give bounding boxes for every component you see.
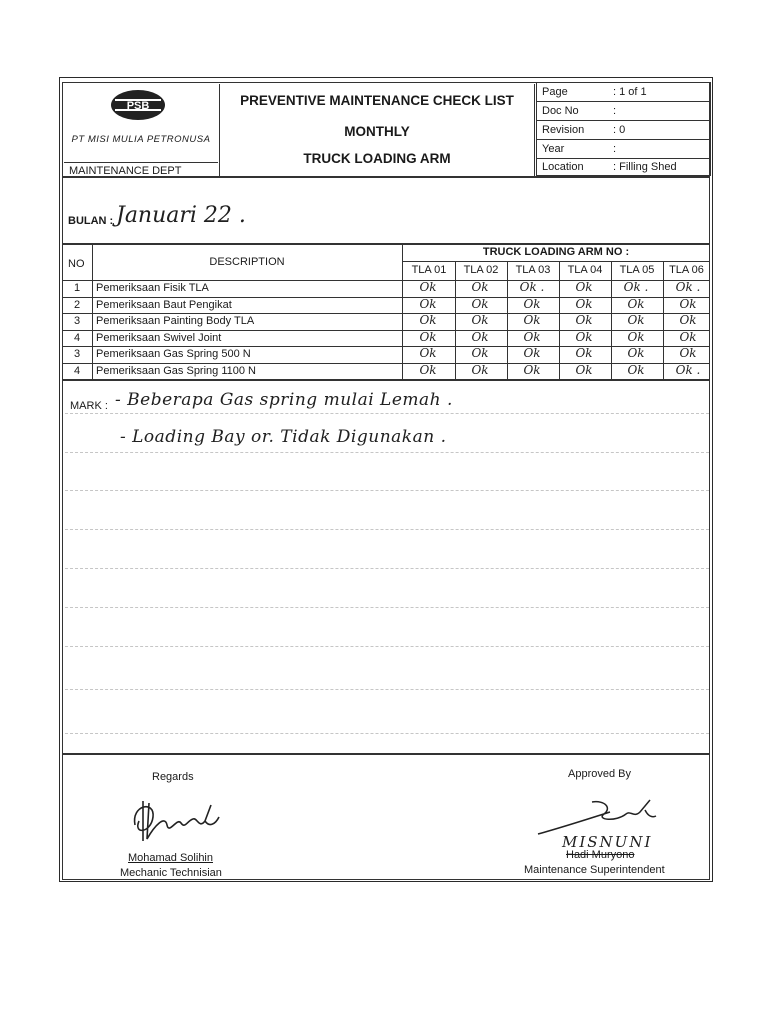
check-mark: Ok: [523, 363, 541, 377]
check-mark: Ok .: [675, 280, 701, 294]
check-mark: Ok .: [623, 280, 649, 294]
check-mark: Ok .: [675, 363, 701, 377]
row-description: Pemeriksaan Gas Spring 1100 N: [96, 365, 256, 377]
meta-label: Location: [542, 161, 584, 173]
check-mark: Ok: [471, 330, 489, 344]
meta-label: Revision: [542, 124, 585, 136]
row-number: 2: [73, 299, 81, 311]
regards-heading: Regards: [152, 771, 194, 783]
check-mark: Ok: [575, 363, 593, 377]
logo-badge-icon: [111, 90, 165, 120]
check-mark: Ok: [523, 330, 541, 344]
meta-row: [537, 83, 710, 102]
remark-rule: [65, 568, 709, 569]
meta-value: :: [613, 105, 617, 117]
meta-table: [536, 82, 711, 176]
check-mark: Ok: [679, 330, 697, 344]
check-mark: Ok: [419, 363, 437, 377]
check-mark: Ok: [471, 346, 489, 360]
check-mark: Ok: [627, 346, 645, 360]
left-signer-title: Mechanic Technisian: [120, 867, 222, 879]
dept-label: MAINTENANCE DEPT: [64, 162, 218, 178]
remark-rule: [65, 646, 709, 647]
tla-header: TLA 05: [619, 264, 655, 276]
col-header-no: NO: [68, 258, 85, 270]
check-mark: Ok: [627, 330, 645, 344]
row-description: Pemeriksaan Gas Spring 500 N: [96, 348, 251, 360]
check-mark: Ok: [627, 297, 645, 311]
company-name: PT MISI MULIA PETRONUSA: [71, 134, 211, 145]
row-description: Pemeriksaan Swivel Joint: [96, 332, 222, 344]
remark-rule: [65, 689, 709, 690]
tla-header: TLA 03: [515, 264, 551, 276]
row-description: Pemeriksaan Baut Pengikat: [96, 299, 232, 311]
check-mark: Ok: [419, 330, 437, 344]
right-signature: [530, 792, 660, 838]
meta-value: : 0: [613, 124, 626, 136]
check-mark: Ok: [471, 363, 489, 377]
row-description: Pemeriksaan Fisik TLA: [96, 282, 209, 294]
remark-line: - Loading Bay or. Tidak Digunakan .: [120, 427, 447, 447]
tla-header: TLA 06: [669, 264, 704, 276]
logo-text: PSB: [126, 100, 150, 112]
meta-row: [537, 121, 710, 140]
check-mark: Ok: [419, 280, 437, 294]
meta-label: Year: [542, 143, 565, 155]
meta-row: [537, 158, 710, 177]
check-mark: Ok: [575, 280, 593, 294]
check-mark: Ok: [679, 346, 697, 360]
tla-header: TLA 04: [567, 264, 603, 276]
right-signer-handwritten: MISNUNI: [562, 833, 653, 851]
check-mark: Ok: [419, 297, 437, 311]
check-mark: Ok: [575, 313, 593, 327]
tla-header: TLA 01: [411, 264, 447, 276]
meta-row: [537, 102, 710, 121]
row-number: 4: [73, 332, 81, 344]
check-mark: Ok: [471, 297, 489, 311]
meta-label: Doc No: [542, 105, 579, 117]
col-header-description: DESCRIPTION: [209, 256, 285, 268]
col-group-header: TRUCK LOADING ARM NO :: [482, 246, 630, 258]
meta-label: Page: [542, 86, 568, 98]
row-number: 3: [73, 348, 81, 360]
left-signer-name: Mohamad Solihin: [128, 852, 213, 864]
check-mark: Ok: [679, 313, 697, 327]
left-signature: [125, 795, 225, 847]
right-signer-name: Hadi Muryono: [566, 849, 635, 861]
check-mark: Ok: [523, 297, 541, 311]
check-mark: Ok: [523, 346, 541, 360]
remark-rule: [65, 733, 709, 734]
check-mark: Ok: [419, 313, 437, 327]
form-title: PREVENTIVE MAINTENANCE CHECK LIST: [240, 93, 514, 108]
check-mark: Ok: [575, 346, 593, 360]
month-label: BULAN :: [68, 215, 114, 227]
remark-line: - Beberapa Gas spring mulai Lemah .: [115, 390, 453, 410]
approved-heading: Approved By: [568, 768, 631, 780]
remark-label: MARK :: [70, 400, 108, 412]
form-frequency: MONTHLY: [344, 124, 410, 139]
remark-rule: [65, 413, 709, 414]
remark-rule: [65, 452, 709, 453]
row-description: Pemeriksaan Painting Body TLA: [96, 315, 255, 327]
meta-value: : 1 of 1: [613, 86, 647, 98]
check-mark: Ok: [471, 313, 489, 327]
check-mark: Ok .: [519, 280, 545, 294]
check-mark: Ok: [627, 363, 645, 377]
check-mark: Ok: [471, 280, 489, 294]
row-number: 3: [73, 315, 81, 327]
check-mark: Ok: [419, 346, 437, 360]
month-value: Januari 22 .: [116, 203, 246, 228]
meta-value: : Filling Shed: [613, 161, 677, 173]
meta-row: [537, 140, 710, 159]
tla-header: TLA 02: [463, 264, 499, 276]
row-number: 4: [73, 365, 81, 377]
remark-rule: [65, 529, 709, 530]
meta-value: :: [613, 143, 617, 155]
check-mark: Ok: [575, 297, 593, 311]
check-mark: Ok: [627, 313, 645, 327]
right-signer-title: Maintenance Superintendent: [524, 864, 665, 876]
check-mark: Ok: [575, 330, 593, 344]
check-mark: Ok: [523, 313, 541, 327]
company-logo: [64, 84, 218, 162]
remark-rule: [65, 490, 709, 491]
remark-rule: [65, 607, 709, 608]
form-subject: TRUCK LOADING ARM: [303, 151, 451, 166]
row-number: 1: [73, 282, 81, 294]
title-block: [219, 84, 535, 178]
check-mark: Ok: [679, 297, 697, 311]
